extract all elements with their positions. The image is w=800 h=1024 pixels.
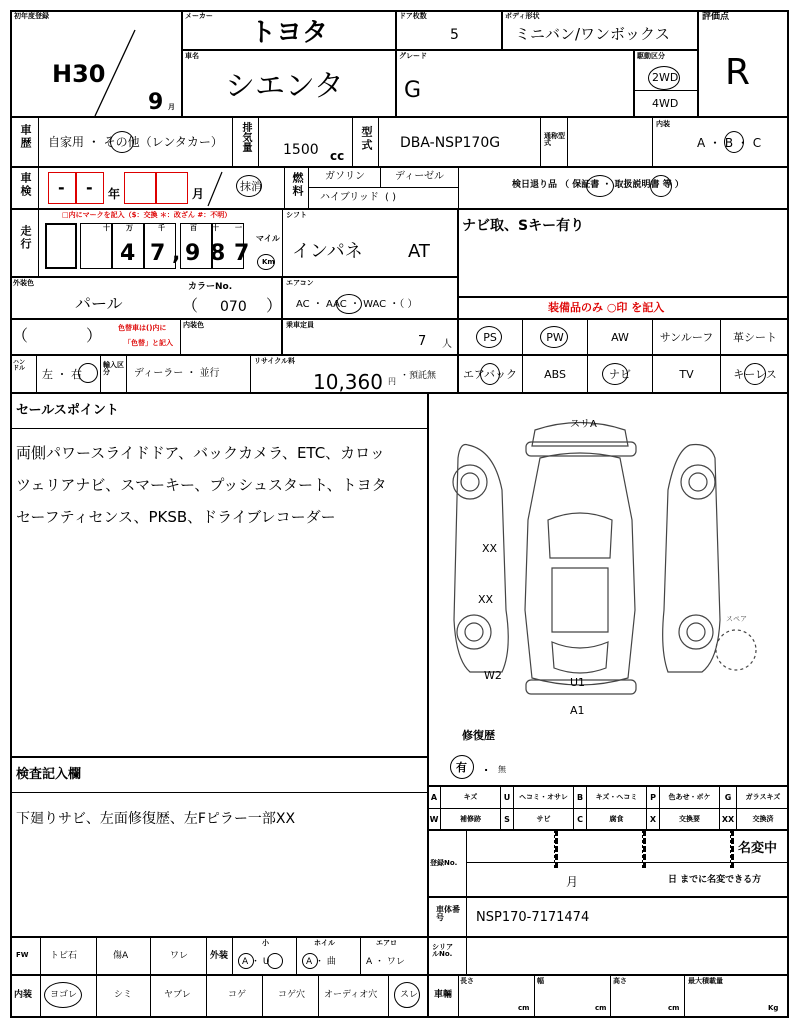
shift-position: インパネ (292, 241, 363, 262)
equip-tv: TV (653, 355, 721, 393)
fw-item-0: トビ石 (50, 951, 78, 961)
drive-2wd-circle (648, 66, 680, 90)
small-label: 小 (262, 939, 269, 947)
insp-box4 (156, 172, 188, 204)
int-item-2: ヤブレ (164, 990, 191, 1000)
fw-item-2: ワレ (170, 951, 189, 961)
sales-text-1: 両側パワースライドドア、バックカメラ、ETC、カロッ (16, 444, 385, 462)
dims-div1 (458, 975, 459, 1018)
capacity-label: 乗車定員 (286, 321, 314, 329)
color-change-note2: 「色替」と記入 (124, 339, 173, 347)
dims-div3 (610, 975, 611, 1018)
dims-height-cm: cm (668, 1004, 680, 1012)
insp-year-unit: 年 (108, 187, 121, 201)
row2-div8 (652, 117, 653, 167)
row2-div5 (378, 117, 379, 167)
dims-width-label: 幅 (537, 977, 544, 985)
shift-label: シフト (286, 211, 307, 219)
fuel-divider-v (380, 167, 381, 187)
mileage-value-1: 4 (120, 241, 136, 266)
displacement: 1500 (283, 142, 319, 158)
int-label: 内装 (14, 990, 33, 1000)
reg-month-unit: 月 (566, 875, 579, 889)
fuel-hybrid: ハイブリッド (320, 192, 379, 203)
documents-circle2 (650, 175, 672, 197)
equip-abs: ABS (523, 355, 588, 393)
row2-div7 (567, 117, 568, 167)
equip-ps-circle (476, 326, 502, 348)
row4-div2 (282, 209, 283, 277)
mileage-unit-3: 百 (190, 224, 197, 232)
insp-dash2: - (86, 178, 93, 197)
reg-div1 (466, 830, 467, 897)
br1-div6 (296, 937, 297, 975)
row2-div2 (232, 117, 233, 167)
equip-pw: PW (523, 319, 588, 355)
equip-keyless-circle (744, 363, 766, 385)
spare-label: スペア (726, 615, 747, 623)
repair-dot: . (484, 761, 489, 774)
repair-yes-circle (450, 755, 474, 779)
repair-label: 修復歴 (462, 729, 495, 742)
fuel-gasoline: ガソリン (325, 171, 365, 182)
first-reg-slash (90, 28, 140, 118)
legend-desc: 交換済 (752, 815, 774, 823)
row7-div2 (100, 355, 101, 393)
color-change-close: ） (86, 326, 103, 345)
legend-desc: ガラスキズ (745, 793, 781, 801)
inspection-divider (10, 792, 428, 793)
br1-div7 (360, 937, 361, 975)
serial-label: シリアルNo. (432, 943, 453, 958)
car-name-label: 車名 (185, 52, 199, 60)
shift-type: AT (408, 241, 430, 262)
eval-label: 評価点 (702, 12, 730, 22)
history-label: 車歴 (19, 124, 32, 150)
usage-circle (110, 131, 134, 153)
row2-div3 (258, 117, 259, 167)
body-label: ボディ形状 (505, 12, 540, 20)
mileage-unit-4: 十 (212, 224, 219, 232)
documents: 検日退り品 （ 保証書 ・ 取扱説明書 等 ） (512, 180, 684, 190)
inspection-box (10, 757, 428, 937)
notes-text: ナビ取、Sキー有り (462, 218, 585, 234)
int-item-6-circle (394, 982, 420, 1008)
equip-leather: 革シート (733, 331, 777, 344)
mileage-comma: , (172, 241, 181, 266)
legend-row1 (428, 786, 789, 808)
color-change-open: （ (12, 326, 29, 345)
mileage-value-2: 7 (150, 241, 166, 266)
interior-color-label: 内装色 (183, 321, 204, 329)
ext-label: 外装 (210, 951, 229, 961)
maker: トヨタ (250, 18, 329, 48)
equip-aw: AW (588, 319, 653, 355)
displacement-label: 排気量 (240, 122, 251, 152)
doors: 5 (450, 27, 459, 43)
row2-div6 (540, 117, 541, 167)
interior-label: 内装 (656, 120, 670, 128)
legend-code: U (501, 786, 514, 808)
unregistered-circle (236, 175, 262, 197)
doors-label: ドア枚数 (399, 12, 427, 20)
dims-box (428, 975, 789, 1018)
color-no: 070 (220, 299, 247, 315)
handle-circle (78, 363, 98, 383)
mileage-value-5: 7 (234, 241, 250, 266)
damage-mark-rear-2: A1 (570, 704, 585, 717)
grade-label: グレード (399, 52, 427, 60)
reg-no-label: 登録No. (430, 859, 458, 867)
br2-div2 (96, 975, 97, 1018)
first-reg-label: 初年度登録 (14, 12, 49, 20)
drive-label: 駆動区分 (637, 52, 665, 60)
fuel-hybrid-paren: ( ) (385, 192, 396, 203)
row3-div1 (38, 167, 39, 209)
insp-dash1: - (58, 178, 65, 197)
drive-4wd: 4WD (652, 97, 679, 110)
capacity: 7 (418, 334, 427, 349)
eval-grade: R (725, 52, 751, 93)
int-item-0-circle (44, 982, 82, 1008)
documents-circle1 (586, 175, 614, 197)
dims-width-cm: cm (595, 1004, 607, 1012)
int-item-3: コゲ (228, 990, 247, 1000)
legend-code: XX (720, 808, 737, 830)
legend-desc: サビ (514, 808, 574, 830)
color-no-open: （ (182, 296, 199, 315)
reg-div4 (730, 830, 734, 868)
repair-no: 無 (498, 765, 506, 774)
interior-grades: A ・ B ・ C (697, 136, 762, 150)
equip-airbag: エアバック (458, 355, 523, 393)
equip-pw-circle (540, 326, 568, 348)
br1-div4 (206, 937, 207, 975)
legend-code: S (501, 808, 514, 830)
inspection-label: 車検 (19, 172, 32, 198)
row2-div4 (352, 117, 353, 167)
reg-day-text: 日 までに名変できる方 (668, 875, 762, 885)
row3-div2 (284, 167, 285, 209)
color-change-div (180, 319, 181, 355)
name-change: 名変中 (738, 841, 778, 856)
inspection-text: 下廻りサビ、左面修復歴、左Fピラー一部XX (16, 811, 296, 827)
dims-label: 車輛 (434, 990, 453, 1000)
damage-mark-left-1: XX (482, 542, 498, 555)
row2-div1 (38, 117, 39, 167)
body-type: ミニバン/ワンボックス (515, 25, 670, 43)
color-change-note1: 色替車は()内に (118, 324, 167, 332)
insp-box3 (124, 172, 156, 204)
br2-div1 (40, 975, 41, 1018)
br1-div1 (40, 937, 41, 975)
mileage-note: □内にマークを記入（$：交換 ＊：改ざん #：不明） (62, 211, 232, 219)
car-name: シエンタ (225, 69, 344, 104)
unregistered: 抹消 (240, 180, 262, 193)
mileage-value-3: 9 (185, 241, 201, 266)
equip-navi: ナビ (588, 355, 653, 393)
maker-label: メーカー (185, 12, 213, 20)
br2-div3 (150, 975, 151, 1018)
legend-code: A (428, 786, 441, 808)
model: DBA-NSP170G (400, 135, 501, 151)
int-item-1: シミ (114, 990, 133, 1000)
int-item-4: コゲ穴 (278, 990, 306, 1000)
type-label: 通称型式 (544, 132, 565, 147)
exterior-color-label: 外装色 (13, 279, 34, 287)
legend-code: C (574, 808, 587, 830)
interior-circle (724, 131, 744, 153)
legend-code: B (574, 786, 587, 808)
grade: G (404, 78, 422, 103)
exterior-color: パール (75, 294, 123, 313)
dims-div2 (534, 975, 535, 1018)
serial-box (428, 937, 789, 975)
wheel-opts: A ・ 曲 (306, 957, 336, 967)
legend-desc: キズ (441, 786, 501, 808)
fuel-label: 燃料 (291, 172, 304, 198)
mileage-unit-1: 万 (126, 224, 133, 232)
insp-slash (205, 170, 225, 208)
sales-title: セールスポイント (16, 403, 119, 418)
dims-length-label: 長さ (460, 977, 474, 985)
int-item-6: スレ (400, 990, 419, 1000)
handle-label: ハンドル (13, 359, 26, 372)
aero-opts: A ・ ワレ (366, 957, 405, 967)
row4-div1 (38, 209, 39, 277)
equip-airbag-circle (480, 363, 500, 385)
drive-divider (634, 90, 698, 91)
legend-desc: キズ・ヘコミ (587, 786, 647, 808)
damage-mark-left-2: XX (478, 593, 494, 606)
model-label: 型式 (360, 126, 373, 152)
reg-box (428, 830, 789, 897)
damage-mark-left-3: W2 (484, 669, 502, 682)
row7-div3 (126, 355, 127, 393)
car-diagram (440, 410, 780, 710)
fuel-divider (308, 187, 458, 188)
small-opts: A ・ U (242, 957, 270, 967)
chassis-label: 車体番号 (436, 905, 460, 922)
br2-div6 (318, 975, 319, 1018)
row7-div4 (250, 355, 251, 393)
usage: 自家用 ・ その他（レンタカー） (48, 135, 223, 149)
drive-2wd: 2WD (652, 71, 679, 84)
reg-div3 (642, 830, 646, 868)
chassis-no: NSP170-7171474 (476, 910, 590, 925)
small-circle-a (238, 953, 254, 969)
legend-desc: 腐食 (587, 808, 647, 830)
import: ディーラー ・ 並行 (134, 368, 220, 379)
first-reg-year: H30 (52, 60, 106, 88)
legend-code: W (428, 808, 441, 830)
dims-length-cm: cm (518, 1004, 530, 1012)
first-reg-month-unit: 月 (168, 103, 175, 111)
legend-desc: ヘコミ・オサレ (514, 786, 574, 808)
color-no-close: ） (266, 296, 283, 315)
damage-mark-front: スリA (570, 419, 597, 430)
mileage-label: 走行 (19, 225, 32, 251)
int-item-0: ヨゴレ (50, 990, 78, 1000)
row3-div4 (458, 167, 459, 209)
displacement-unit: cc (330, 149, 345, 163)
recycle-fee: 10,360 (313, 370, 383, 394)
first-reg-month: 9 (148, 90, 164, 115)
mileage-unit-2: 千 (158, 224, 165, 232)
mileage-unit-5: 一 (235, 224, 242, 232)
fw-label: FW (16, 951, 29, 959)
br2-div7 (388, 975, 389, 1018)
sales-title-divider (10, 428, 428, 429)
int-item-5: オーディオ穴 (324, 990, 378, 1000)
fw-item-1: 傷A (113, 951, 129, 961)
damage-mark-rear-1: U1 (570, 676, 586, 689)
row7-div1 (36, 355, 37, 393)
br1-div5 (232, 937, 233, 975)
sales-text-3: セーフティセンス、PKSB、ドライブレコーダー (16, 508, 336, 526)
recycle-unit: 円 (388, 377, 396, 386)
equip-navi-circle (602, 363, 628, 385)
ac-options: AC ・ AAC ・ WAC ・（ ） (296, 299, 418, 310)
legend-desc: 色あせ・ボケ (660, 786, 720, 808)
br2-div5 (262, 975, 263, 1018)
mileage-digit-0 (45, 223, 77, 269)
mileage-value-4: 8 (210, 241, 226, 266)
legend-code: G (720, 786, 737, 808)
legend-desc: 交換要 (660, 808, 720, 830)
equip-keyless: キーレス (733, 368, 777, 381)
color-no-label: カラーNo. (188, 282, 233, 292)
recycle-label: リサイクル料 (254, 357, 296, 365)
reg-mid (466, 862, 789, 863)
sales-text-2: ツェリアナビ、スマーキー、プッシュスタート、トヨタ (16, 476, 387, 494)
dims-load-kg: Kg (768, 1004, 779, 1012)
inspection-title: 検査記入欄 (16, 767, 82, 782)
handle: 左 ・ 右 (42, 368, 82, 381)
chassis-div (466, 897, 467, 937)
insp-month-unit: 月 (192, 187, 205, 201)
legend-desc: 補修跡 (441, 808, 501, 830)
ac-circle (336, 294, 362, 314)
import-label: 輸入区分 (103, 361, 124, 376)
ac-label: エアコン (286, 279, 314, 287)
wheel-circle (302, 953, 318, 969)
equipment-title: 装備品のみ ○印 を記入 (548, 301, 665, 314)
br2-div4 (206, 975, 207, 1018)
capacity-unit: 人 (442, 339, 452, 350)
mileage-km-label: Km (262, 258, 275, 266)
br1-div3 (150, 937, 151, 975)
fuel-diesel: ディーゼル (395, 171, 444, 182)
dims-div4 (684, 975, 685, 1018)
aero-label: エアロ (376, 939, 397, 947)
repair-yes: 有 (456, 761, 467, 774)
legend-row2 (428, 808, 789, 830)
serial-div (466, 937, 467, 975)
equip-sunroof: サンルーフ (653, 319, 721, 355)
legend-code: X (647, 808, 660, 830)
reg-div2 (554, 830, 558, 868)
mileage-mile-label: マイル (256, 234, 280, 243)
dims-load-label: 最大積載量 (688, 977, 723, 985)
br1-div2 (96, 937, 97, 975)
small-circle-u (267, 953, 283, 969)
dims-height-label: 高さ (613, 977, 627, 985)
equip-ps: PS (458, 319, 523, 355)
legend-code: P (647, 786, 660, 808)
wheel-label: ホイル (314, 939, 335, 947)
recycle-deposit: ・預託無 (400, 371, 437, 381)
grade-box (396, 50, 634, 117)
km-circle (257, 254, 275, 270)
row3-div3 (308, 167, 309, 209)
mileage-unit-0: 十 (103, 224, 110, 232)
